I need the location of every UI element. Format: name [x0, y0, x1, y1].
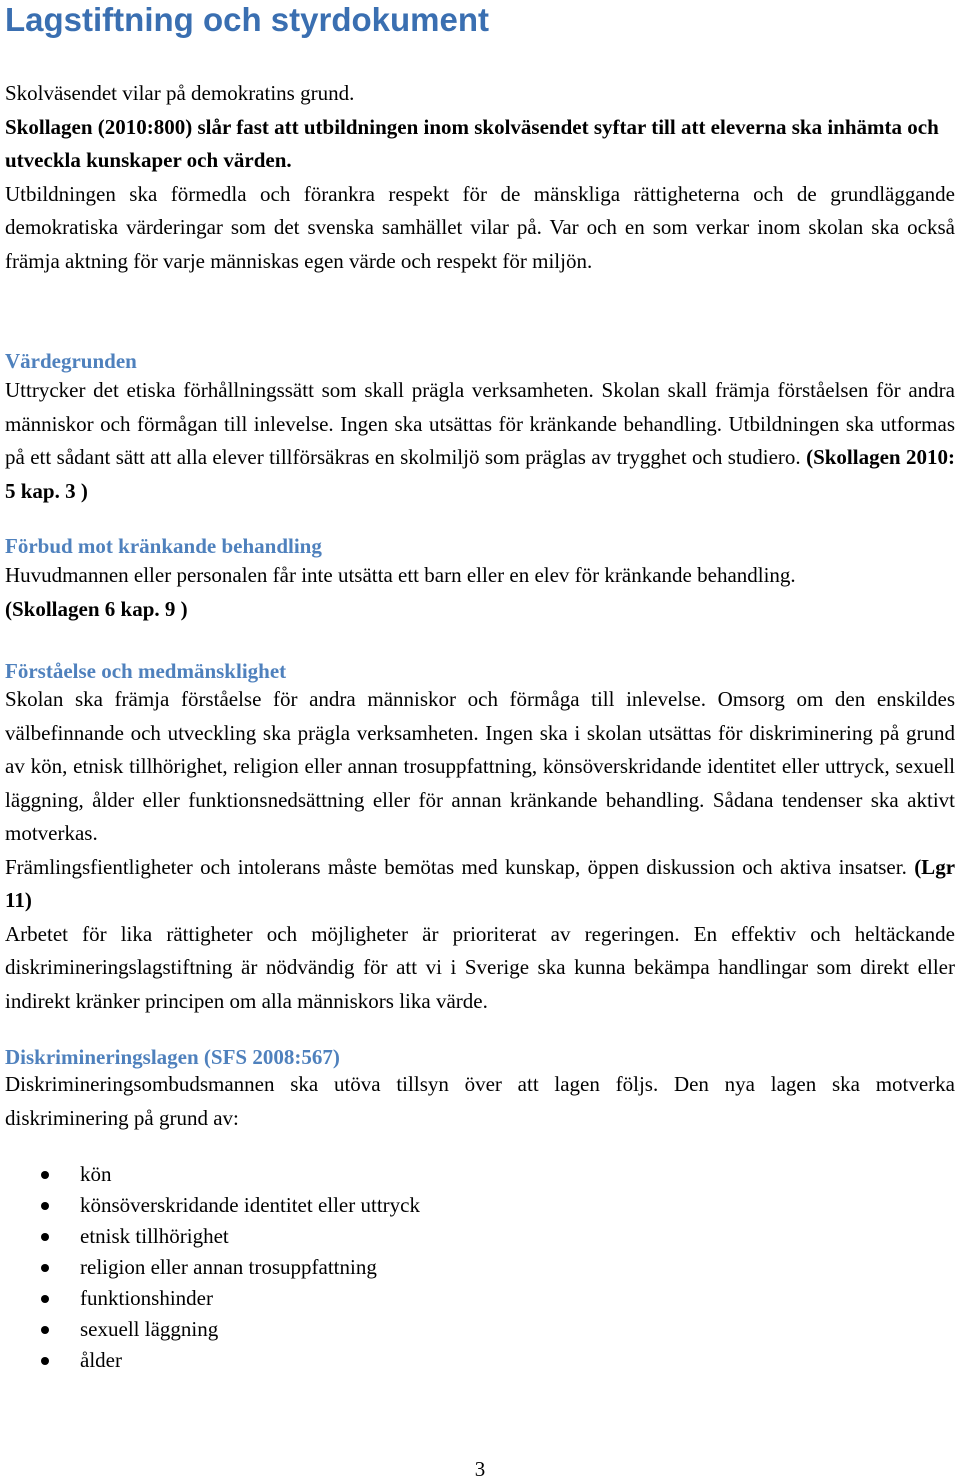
list-item-label: sexuell läggning: [80, 1317, 219, 1341]
list-item-label: ålder: [80, 1348, 122, 1372]
list-item-label: religion eller annan trosuppfattning: [80, 1255, 377, 1279]
forstaelse-paragraph-2: [5, 851, 955, 918]
intro-line: Skolväsendet vilar på demokratins grund.: [5, 81, 355, 105]
page-number: 3: [474, 1457, 486, 1481]
forstaelse-text: Skolan ska främja förståelse för andra människor och förmåga till inlevelse. Omsorg om den enskildes välbefinnande och utveckling ska prägla verksamheten. Ingen ska i skolan utsättas för diskriminering på grund av kön, etnisk tillhörighet, religion eller annan trosuppfattning, könsöverskridande identitet eller uttryck, sexuell läggning, ålder eller funktionsnedsättning eller för annan kränkande behandling. Sådana tendenser ska aktivt motverkas.: [5, 687, 955, 845]
bullet-icon: [41, 1171, 49, 1179]
vardegrunden-paragraph: [5, 374, 955, 508]
vardegrunden-text: Uttrycker det etiska förhållningssätt som skall prägla verksamheten. Skolan skall främja förståelsen för andra människor och förmågan till inlevelse. Ingen ska utsättas för kränkande behandling. Utbildningen ska utformas på ett sådant sätt att alla elever tillförsäkras en skolmiljö som präglas av trygghet och studiero.: [5, 378, 955, 469]
lgr-reference: (Lgr 11): [5, 854, 956, 912]
bullet-icon: [41, 1326, 49, 1334]
list-item: [0, 1190, 420, 1221]
list-item: [0, 1221, 420, 1252]
page-title: Lagstiftning och styrdokument: [5, 1, 490, 38]
diskriminering-section: [5, 1068, 955, 1135]
diskriminering-text: Diskrimineringsombudsmannen ska utöva tillsyn över att lagen följs. Den nya lagen ska motverka diskriminering på grund av:: [5, 1072, 955, 1130]
list-item-label: könsöverskridande identitet eller uttryck: [80, 1193, 420, 1217]
list-item-label: kön: [80, 1162, 112, 1186]
heading-forstaelse: Förståelse och medmänsklighet: [5, 659, 287, 683]
bullet-icon: [41, 1202, 49, 1210]
vardegrunden-reference: (Skollagen 2010: 5 kap. 3 ): [5, 445, 956, 503]
list-item: [0, 1314, 420, 1345]
list-item: [0, 1345, 420, 1376]
list-item-label: etnisk tillhörighet: [80, 1224, 229, 1248]
vardegrunden-section: [5, 374, 955, 508]
intro-bold-text: [5, 111, 955, 178]
bullet-icon: [41, 1295, 49, 1303]
list-item: [0, 1252, 420, 1283]
heading-vardegrunden: Värdegrunden: [5, 349, 137, 373]
list-item: [0, 1159, 420, 1190]
bullet-icon: [41, 1233, 49, 1241]
forstaelse-text-2: Främlingsfientligheter och intolerans måste bemötas med kunskap, öppen diskussion och aktiva insatser.: [5, 854, 907, 879]
forbud-section: [5, 559, 955, 626]
forbud-text: Huvudmannen eller personalen får inte utsätta ett barn eller en elev för kränkande behandling.: [5, 563, 796, 587]
forbud-reference-line: [5, 593, 955, 627]
intro-paragraph: Utbildningen ska förmedla och förankra respekt för de mänskliga rättigheterna och de grundläggande demokratiska värderingar som det svenska samhället vilar på. Var och en som verkar inom skolan ska också främja aktning för varje människas egen värde och respekt för miljön.: [5, 181, 955, 273]
forbud-reference: (Skollagen 6 kap. 9 ): [5, 596, 188, 621]
intro-section: [5, 77, 955, 278]
forstaelse-section: [5, 683, 955, 1018]
forstaelse-text-3: Arbetet för lika rättigheter och möjligheter är prioriterat av regeringen. En effektiv och heltäckande diskrimineringslagstiftning är nödvändig för att vi i Sverige ska kunna bekämpa handlingar som direkt eller indirekt kränker principen om alla människors lika värde.: [5, 921, 955, 1013]
skollagen-statement: Skollagen (2010:800) slår fast att utbildningen inom skolväsendet syftar till att eleverna ska inhämta och utveckla kunskaper och värden.: [5, 114, 939, 172]
bullet-icon: [41, 1264, 49, 1272]
list-item-label: funktionshinder: [80, 1286, 213, 1310]
grounds-list: [0, 1159, 420, 1376]
bullet-icon: [41, 1357, 49, 1365]
heading-diskrimineringslagen: Diskrimineringslagen (SFS 2008:567): [5, 1045, 340, 1069]
list-item: [0, 1283, 420, 1314]
heading-forbud: Förbud mot kränkande behandling: [5, 534, 322, 558]
